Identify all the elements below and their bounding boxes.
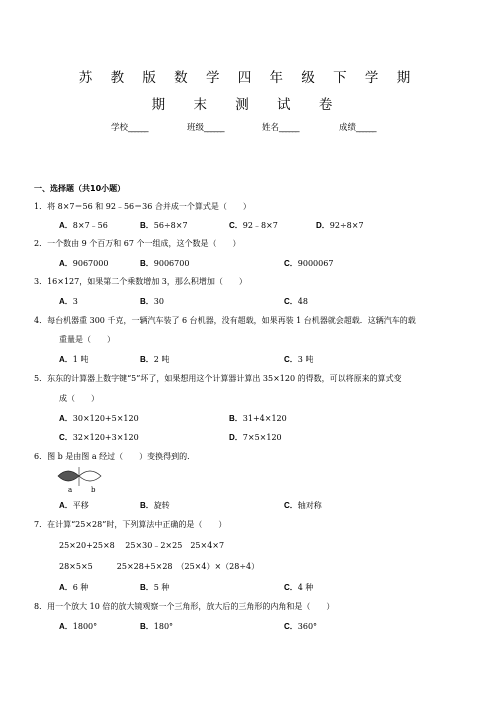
q7-methods-line2: 28×5×5 25×28+5×28 （25×4）×（28÷4） — [59, 562, 260, 571]
q2-option-a: A．9067000 — [59, 259, 109, 268]
q6-option-b: B．旋转 — [140, 501, 170, 510]
score-field: 成绩______ — [339, 123, 376, 133]
figure-label-b: b — [91, 486, 96, 494]
question-3: 3．16×127，如果第二个乘数增加 3，那么积增加（ ） — [34, 277, 247, 286]
q4-option-a: A．1 吨 — [59, 355, 89, 364]
q5-option-d: D．7×5×120 — [229, 433, 282, 442]
question-4: 4．每台机器重 300 千克，一辆汽车装了 6 台机器，没有超载，如果再装 1 台机器就会超载．这辆汽车的载 — [34, 316, 416, 325]
q7-methods-line1: 25×20+25×8 25×30﹣2×25 25×4×7 — [59, 541, 225, 550]
q8-option-b: B．180° — [140, 622, 174, 631]
question-4-cont: 重量是（ ） — [59, 335, 115, 344]
q1-option-a: A．8×7﹣56 — [59, 221, 108, 230]
figure-label-a: a — [68, 486, 73, 494]
q2-option-c: C．9000067 — [284, 259, 334, 268]
q3-option-a: A．3 — [59, 297, 78, 306]
q4-option-c: C．3 吨 — [284, 355, 314, 364]
q6-option-a: A．平移 — [59, 501, 89, 510]
question-2: 2．一个数由 9 个百万和 67 个一组成，这个数是（ ） — [34, 239, 241, 248]
q2-option-b: B．9006700 — [140, 259, 190, 268]
question-1: 1．将 8×7＝56 和 92﹣56＝36 合并成一个算式是（ ） — [34, 202, 251, 211]
class-field: 班级______ — [187, 123, 224, 133]
section-heading: 一、选择题（共10小题） — [34, 184, 126, 193]
q7-option-a: A．6 种 — [59, 583, 89, 592]
q3-option-c: C．48 — [284, 297, 308, 306]
name-field: 姓名______ — [262, 123, 299, 133]
q1-option-b: B．56÷8×7 — [140, 221, 188, 230]
q7-option-c: C．4 种 — [284, 583, 314, 592]
q1-option-d: D．92÷8×7 — [316, 221, 364, 230]
question-5: 5．东东的计算器上数字键“5”坏了，如果想用这个计算器计算出 35×120 的得数，可以将原来的算式变 — [34, 374, 402, 383]
exam-title: 苏 教 版 数 学 四 年 级 下 学 期 — [78, 70, 418, 86]
q5-option-c: C．32×120+3×120 — [59, 433, 139, 442]
question-7: 7．在计算“25×28”时，下列算法中正确的是（ ） — [34, 520, 227, 529]
q4-option-b: B．2 吨 — [140, 355, 170, 364]
q5-option-b: B．31+4×120 — [229, 414, 287, 423]
question-6: 6．图 b 是由图 a 经过（ ）变换得到的． — [34, 452, 196, 461]
q7-option-b: B．5 种 — [140, 583, 170, 592]
q6-option-c: C．轴对称 — [284, 501, 322, 510]
leaf-figure — [56, 466, 104, 488]
exam-subtitle: 期 末 测 试 卷 — [151, 97, 345, 113]
q3-option-b: B．30 — [140, 297, 164, 306]
q5-option-a: A．30×120+5×120 — [59, 414, 139, 423]
question-8: 8．用一个放大 10 倍的放大镜观察一个三角形，放大后的三角形的内角和是（ ） — [34, 602, 335, 611]
q1-option-c: C．92﹣8×7 — [229, 221, 278, 230]
school-field: 学校______ — [111, 123, 148, 133]
q8-option-a: A．1800° — [59, 622, 98, 631]
q8-option-c: C．360° — [284, 622, 318, 631]
question-5-cont: 成（ ） — [59, 394, 99, 403]
